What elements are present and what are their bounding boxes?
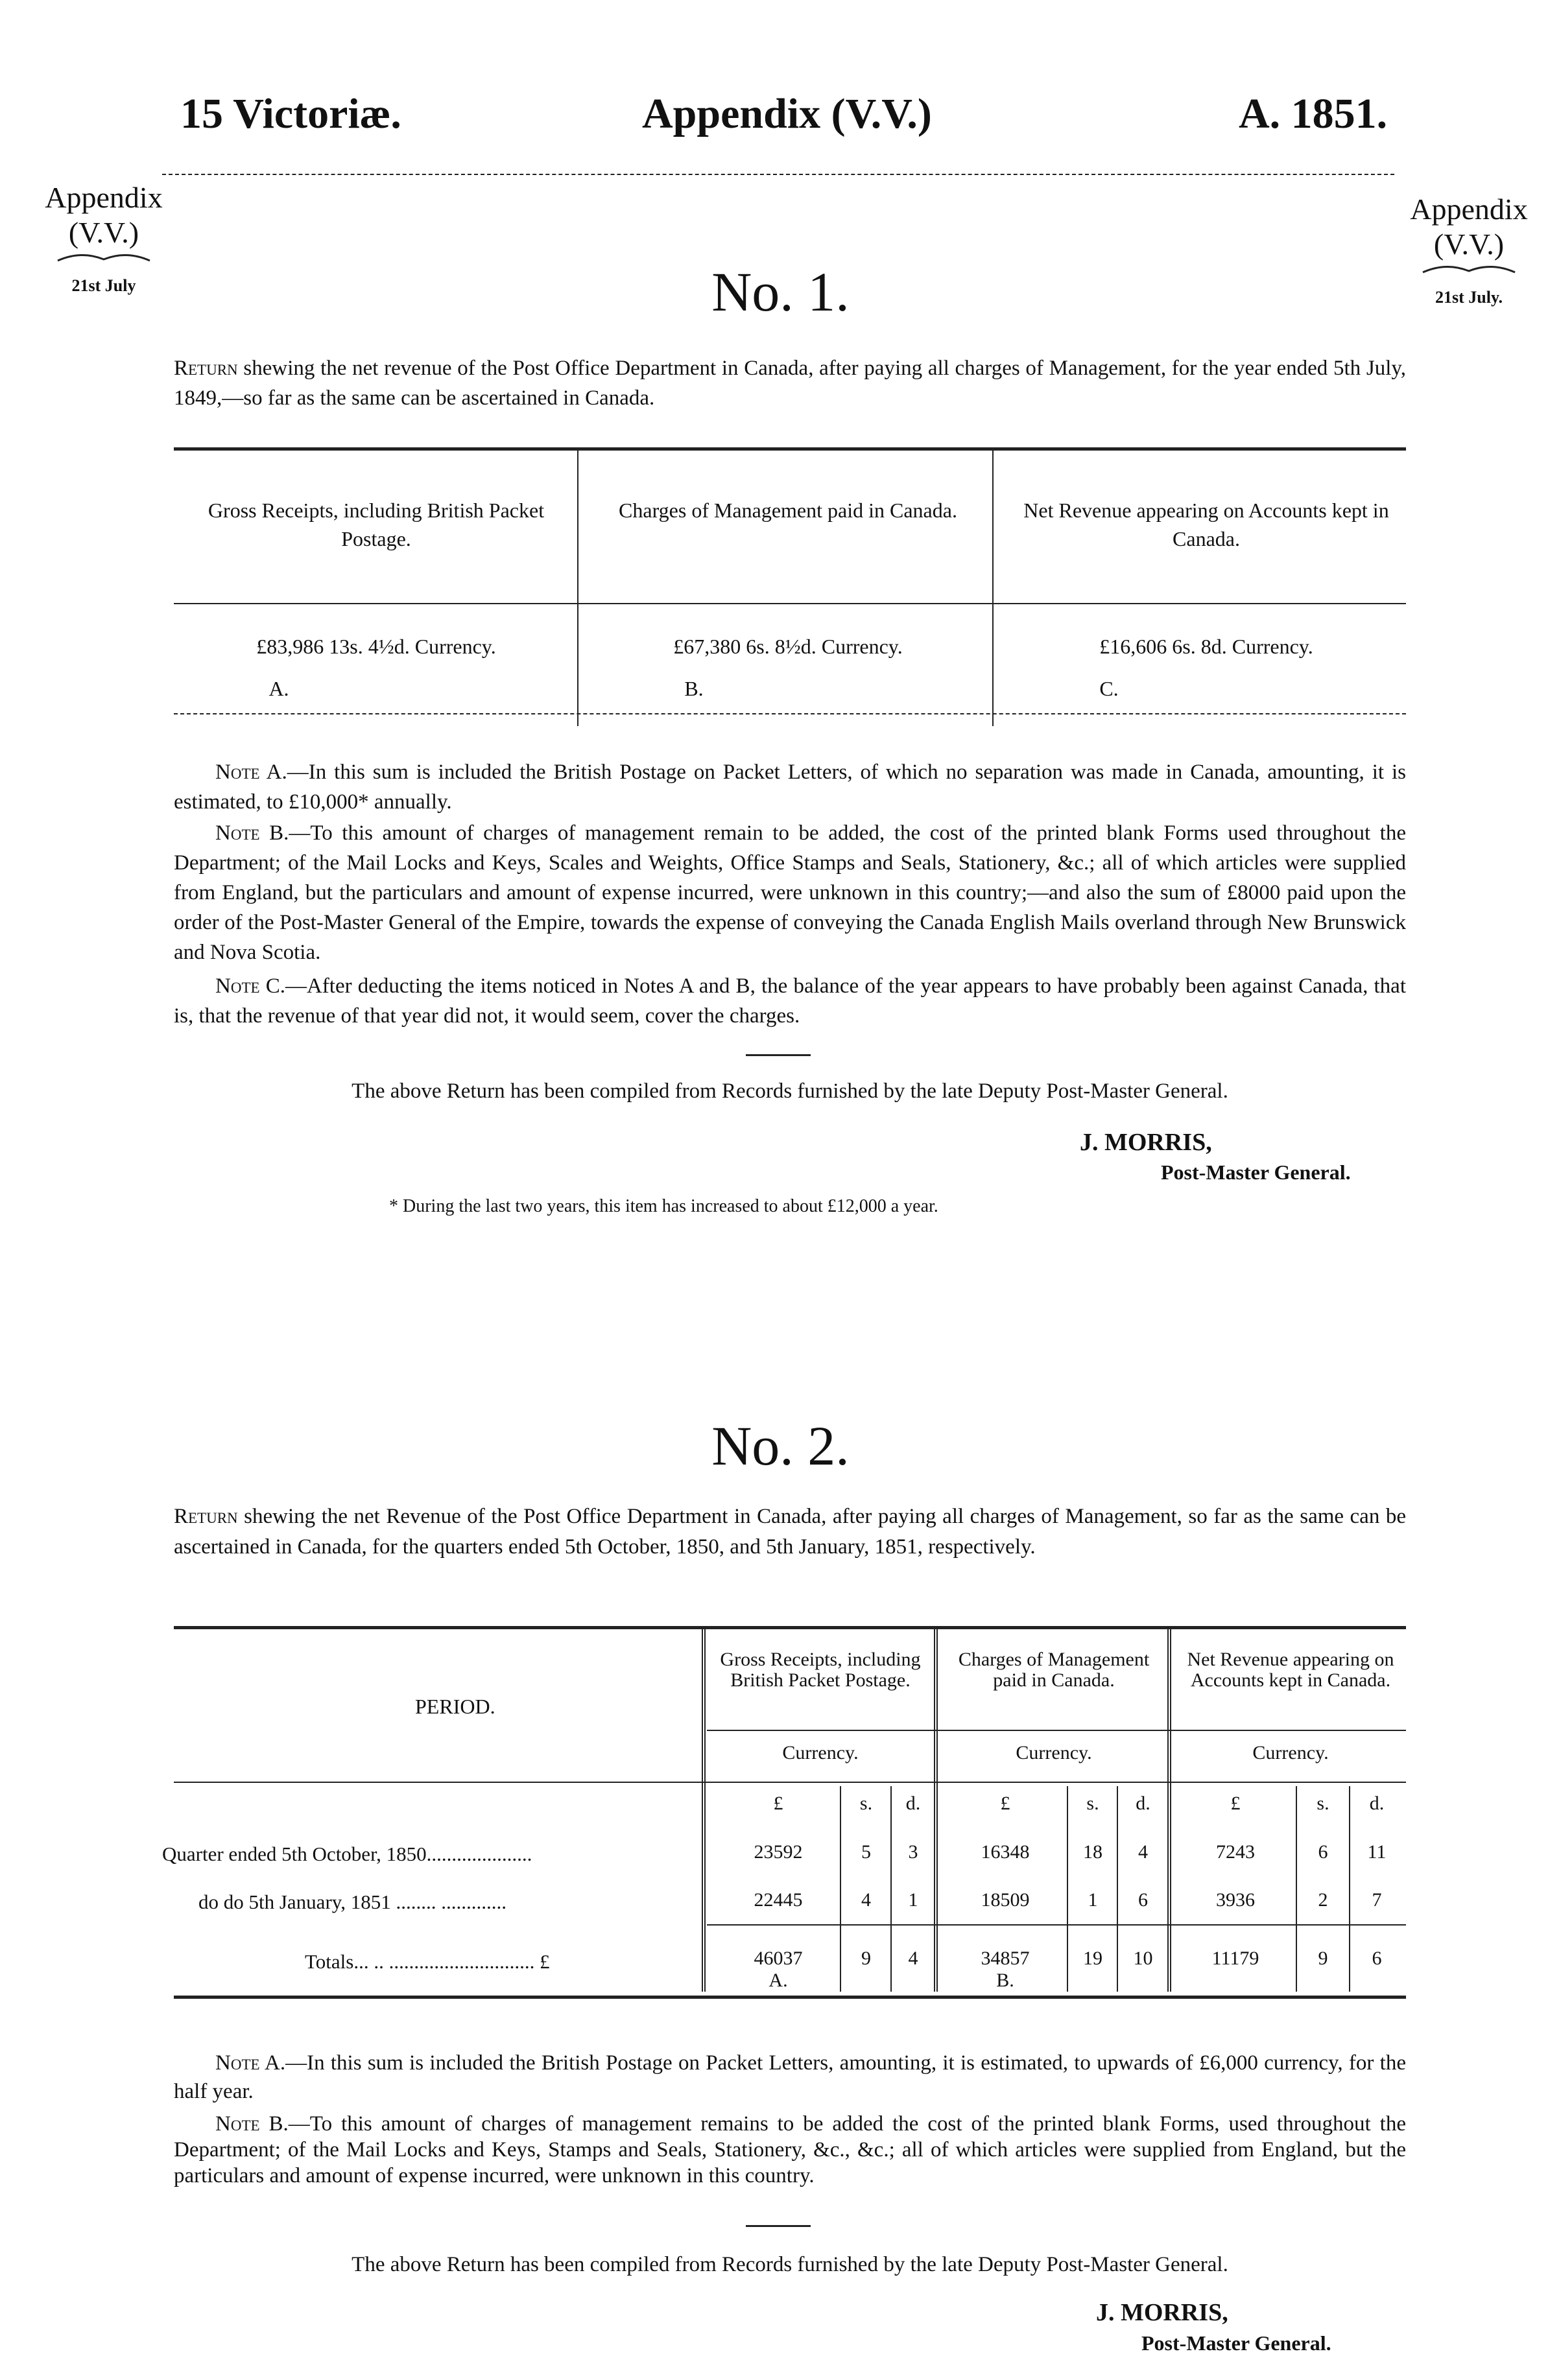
table2-subdivider bbox=[1117, 1786, 1118, 1992]
return1-footnote: * During the last two years, this item has increased to about £12,000 a year. bbox=[389, 1196, 938, 1216]
table2-top-rule bbox=[174, 1626, 1406, 1629]
return1-compiled: The above Return has been compiled from Records furnished by the late Deputy Post-Master General. bbox=[352, 1079, 1228, 1103]
header-center: Appendix (V.V.) bbox=[642, 90, 932, 137]
table2-subdivider bbox=[1067, 1786, 1068, 1992]
return1-intro-text: shewing the net revenue of the Post Office Department in Canada, after paying all charges of Management, for the year ended 5th July, 1849,—so far as the same can be ascertained in Canada. bbox=[174, 357, 1406, 410]
table1-divider bbox=[992, 451, 994, 726]
cell-value: 2 bbox=[1318, 1889, 1328, 1911]
table2-totals-rule bbox=[707, 1924, 1406, 1926]
return2-number: No. 2. bbox=[711, 1415, 850, 1477]
note-label: Note A. bbox=[215, 760, 287, 784]
side-note-right-sub: (V.V.) bbox=[1433, 228, 1505, 261]
return2-note-a bbox=[174, 2049, 1406, 2106]
cell-value: 3 bbox=[908, 1841, 918, 1863]
table2-subdivider bbox=[1349, 1786, 1350, 1992]
table2-currency-label: Currency. bbox=[782, 1742, 859, 1763]
table1-letter-b: B. bbox=[684, 677, 704, 700]
note-text: —In this sum is included the British Postage on Packet Letters, of which no separation was made in Canada, amounting, it is estimated, to £10,000* annually. bbox=[174, 760, 1407, 814]
return1-note-c bbox=[174, 971, 1406, 1031]
separator-rule bbox=[746, 1054, 811, 1056]
table1-header-net: Net Revenue appearing on Accounts kept in Canada. bbox=[1023, 499, 1389, 550]
cell-value: 34857 bbox=[981, 1948, 1030, 1969]
table1-value-charges: £67,380 6s. 8½d. Currency. bbox=[673, 635, 903, 658]
table2-divider bbox=[702, 1629, 706, 1992]
return1-signature-name: J. MORRIS, bbox=[1080, 1129, 1212, 1156]
table2-divider bbox=[1167, 1629, 1171, 1992]
note-label: Note B. bbox=[215, 2112, 289, 2136]
table1-top-rule bbox=[174, 447, 1406, 451]
unit-header-pence: d. bbox=[1136, 1793, 1150, 1814]
note-label: Note C. bbox=[215, 974, 285, 998]
return2-signature-title: Post-Master General. bbox=[1141, 2331, 1331, 2355]
header-left: 15 Victoriæ. bbox=[180, 90, 401, 137]
note-label: Note A. bbox=[215, 2051, 286, 2075]
side-note-left-title: Appendix bbox=[45, 181, 163, 214]
unit-header-pence: d. bbox=[905, 1793, 921, 1814]
cell-value: 22445 bbox=[754, 1889, 803, 1911]
header-rule bbox=[162, 174, 1394, 175]
unit-header-shillings: s. bbox=[859, 1793, 873, 1814]
totals-label: Totals... .. ............................. £ bbox=[305, 1950, 550, 1973]
return1-signature-title: Post-Master General. bbox=[1161, 1161, 1351, 1184]
table2-header-gross: Gross Receipts, including British Packet Postage. bbox=[720, 1649, 921, 1691]
cell-value: 9 bbox=[1318, 1948, 1328, 1969]
note-text: —After deducting the items noticed in Notes A and B, the balance of the year appears to have probably been against Canada, that is, that the revenue of that year did not, it would seem, cover the charges. bbox=[174, 974, 1406, 1028]
cell-value: 1 bbox=[908, 1889, 918, 1911]
cell-value: 9 bbox=[861, 1948, 871, 1969]
row-period: do do 5th January, 1851 ........ ............. bbox=[198, 1891, 507, 1913]
return1-number: No. 1. bbox=[711, 261, 850, 323]
note-text: —In this sum is included the British Postage on Packet Letters, amounting, it is estimated, to upwards of £6,000 currency, for the half year. bbox=[174, 2051, 1406, 2103]
table1-bottom-rule bbox=[174, 713, 1406, 714]
cell-value: 4 bbox=[908, 1948, 918, 1969]
total-letter-b: B. bbox=[996, 1970, 1014, 1991]
table1-letter-c: C. bbox=[1099, 677, 1119, 700]
cell-value: 10 bbox=[1133, 1948, 1153, 1969]
return2-intro-text: shewing the net Revenue of the Post Office Department in Canada, after paying all charges of Management, so far as the same can be ascertained in Canada, for the quarters ended 5th October, 1850, and 5th January, 1851, respectively. bbox=[174, 1505, 1406, 1559]
table2-subdivider bbox=[840, 1786, 841, 1992]
cell-value: 11179 bbox=[1211, 1948, 1259, 1969]
table2-divider bbox=[934, 1629, 938, 1992]
return1-lead: Return bbox=[174, 357, 238, 380]
table1-header-charges: Charges of Management paid in Canada. bbox=[619, 499, 957, 522]
unit-header-pence: d. bbox=[1369, 1793, 1385, 1814]
table1-value-gross: £83,986 13s. 4½d. Currency. bbox=[256, 635, 496, 658]
row-period: Quarter ended 5th October, 1850..................... bbox=[162, 1843, 532, 1865]
table2-currency-label: Currency. bbox=[1016, 1742, 1092, 1763]
return2-note-b bbox=[174, 2111, 1406, 2189]
table2-header-charges: Charges of Management paid in Canada. bbox=[958, 1649, 1150, 1691]
unit-header-pounds: £ bbox=[773, 1793, 783, 1814]
table2-header-rule bbox=[174, 1782, 1406, 1783]
unit-header-shillings: s. bbox=[1317, 1793, 1329, 1814]
table2-header-period: PERIOD. bbox=[415, 1695, 495, 1718]
return2-intro bbox=[174, 1502, 1406, 1562]
table2-currency-label: Currency. bbox=[1252, 1742, 1329, 1763]
cell-value: 5 bbox=[861, 1841, 871, 1863]
table2-subheader-rule bbox=[707, 1730, 1406, 1731]
cell-value: 7 bbox=[1372, 1889, 1382, 1911]
cell-value: 46037 bbox=[754, 1948, 803, 1969]
table1-value-net: £16,606 6s. 8d. Currency. bbox=[1099, 635, 1313, 658]
separator-rule bbox=[746, 2225, 811, 2227]
cell-value: 4 bbox=[1138, 1841, 1148, 1863]
side-note-left-sub: (V.V.) bbox=[68, 216, 139, 249]
side-note-right-title: Appendix bbox=[1410, 193, 1528, 226]
note-text: —To this amount of charges of management remain to be added, the cost of the printed blank Forms used throughout the Department; of the Mail Locks and Keys, Scales and Weights, Office Stamps and Seals, Stationery, &c.; all of which articles were supplied from England, but the particulars and amount of expense incurred, were unknown in this country;—and also the sum of £8000 paid upon the order of the Post-Master General of the Empire, towards the expense of conveying the Canada English Mails overland through New Brunswick and Nova Scotia. bbox=[174, 821, 1406, 964]
note-label: Note B. bbox=[215, 821, 289, 845]
table1-mid-rule bbox=[174, 603, 1406, 604]
total-letter-a: A. bbox=[769, 1970, 788, 1991]
cell-value: 6 bbox=[1372, 1948, 1382, 1969]
cell-value: 23592 bbox=[754, 1841, 803, 1863]
return2-signature-name: J. MORRIS, bbox=[1096, 2299, 1228, 2326]
table2-bottom-rule bbox=[174, 1996, 1406, 1999]
header-right: A. 1851. bbox=[1239, 90, 1388, 137]
cell-value: 3936 bbox=[1216, 1889, 1255, 1911]
cell-value: 18 bbox=[1083, 1841, 1102, 1863]
table2-subdivider bbox=[890, 1786, 892, 1992]
cell-value: 6 bbox=[1318, 1841, 1328, 1863]
note-text: —To this amount of charges of management remains to be added the cost of the printed blank Forms, used throughout the Department; of the Mail Locks and Keys, Stamps and Seals, Stationery, &c., &c.; all of which articles were supplied from England, but the particulars and amount of expense incurred, were unknown in this country. bbox=[174, 2112, 1406, 2187]
return1-note-b bbox=[174, 818, 1406, 967]
return2-lead: Return bbox=[174, 1505, 238, 1528]
cell-value: 7243 bbox=[1216, 1841, 1255, 1863]
cell-value: 16348 bbox=[981, 1841, 1030, 1863]
table1-divider bbox=[577, 451, 578, 726]
unit-header-shillings: s. bbox=[1086, 1793, 1099, 1814]
table2-header-net: Net Revenue appearing on Accounts kept in Canada. bbox=[1187, 1649, 1394, 1691]
side-note-left-date: 21st July bbox=[71, 276, 136, 295]
unit-header-pounds: £ bbox=[1230, 1793, 1241, 1814]
cell-value: 19 bbox=[1083, 1948, 1102, 1969]
cell-value: 1 bbox=[1088, 1889, 1098, 1911]
table1-header-gross: Gross Receipts, including British Packet Postage. bbox=[208, 499, 545, 550]
return1-note-a bbox=[174, 757, 1406, 817]
cell-value: 11 bbox=[1367, 1841, 1387, 1863]
table1-letter-a: A. bbox=[268, 677, 289, 700]
unit-header-pounds: £ bbox=[1000, 1793, 1010, 1814]
cell-value: 4 bbox=[861, 1889, 871, 1911]
return2-compiled: The above Return has been compiled from Records furnished by the late Deputy Post-Master General. bbox=[352, 2253, 1228, 2276]
cell-value: 18509 bbox=[981, 1889, 1030, 1911]
return1-intro bbox=[174, 353, 1406, 413]
side-note-right-date: 21st July. bbox=[1435, 288, 1503, 307]
cell-value: 6 bbox=[1138, 1889, 1148, 1911]
